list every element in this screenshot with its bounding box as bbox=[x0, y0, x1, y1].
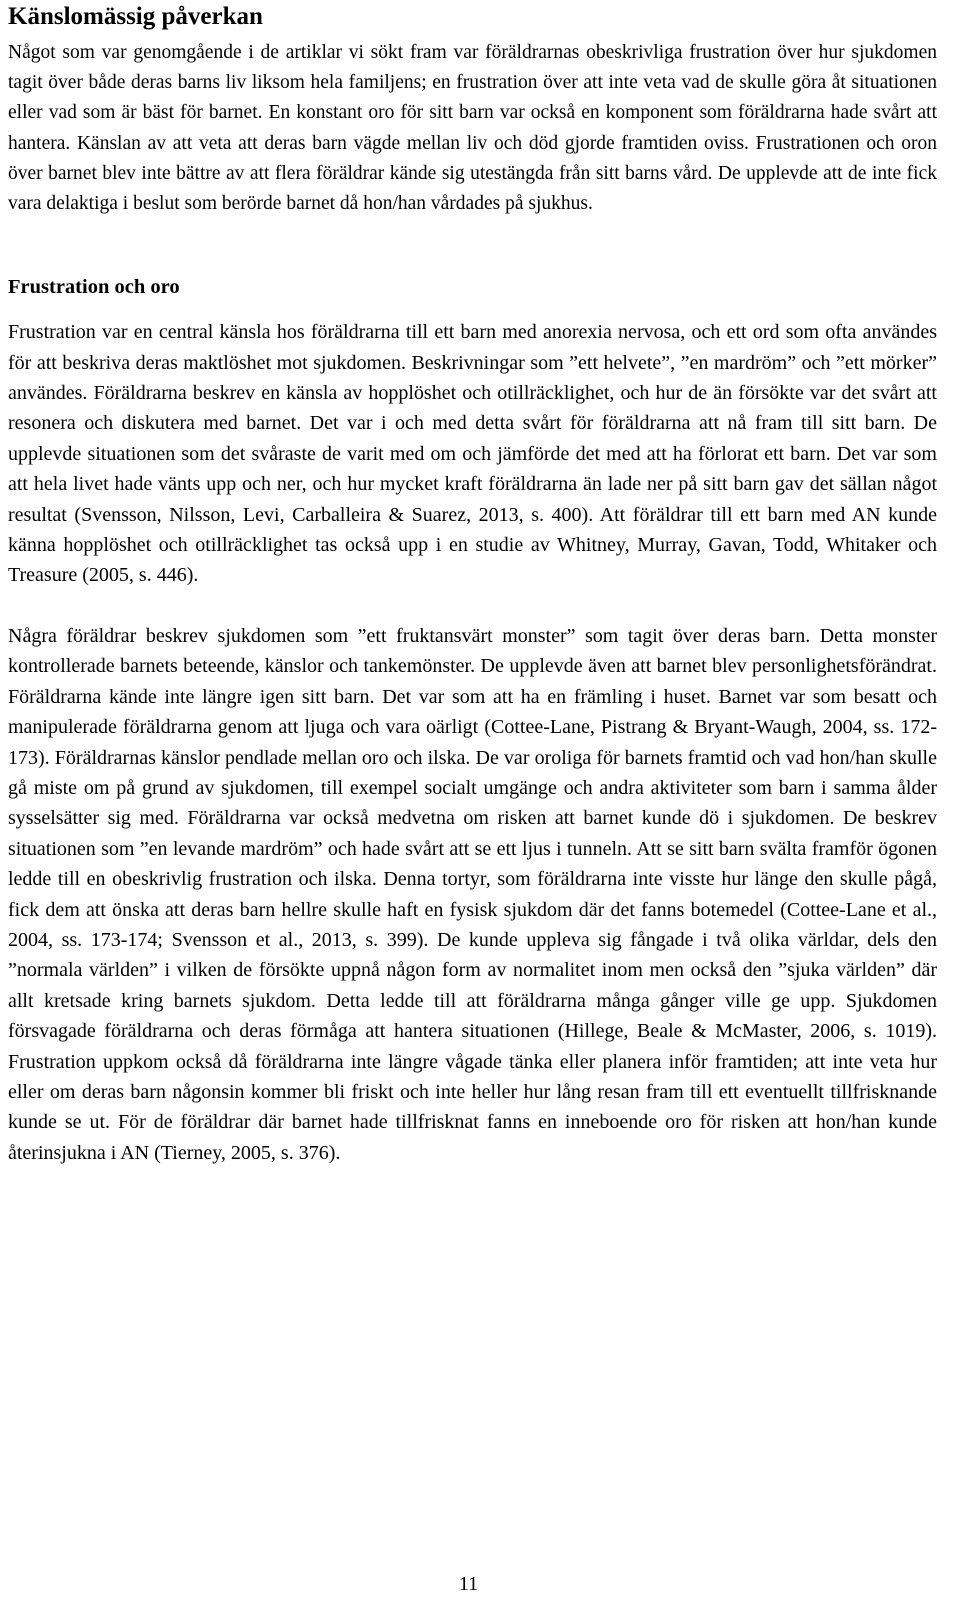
body-paragraph: Frustration var en central känsla hos föräldrarna till ett barn med anorexia nervosa, och ett ord som ofta användes för att beskriva deras maktlöshet mot sjukdomen. Beskrivningar som ”ett helvete”, ”en mardröm” och ”ett mörker” användes. Föräldrarna beskrev en känsla av hopplöshet och otillräcklighet, och hur de än försökte var det svårt att resonera och diskutera med barnet. Det var i och med detta svårt för föräldrarna att nå fram till sitt barn. De upplevde situationen som det svåraste de varit med om och jämförde det med att ha förlorat ett barn. Det var som att hela livet hade vänts upp och ner, och hur mycket kraft föräldrarna än lade ner på sitt barn gav det sällan något resultat (Svensson, Nilsson, Levi, Carballeira & Suarez, 2013, s. 400). Att föräldrar till ett barn med AN kunde känna hopplöshet och otillräcklighet tas också upp i en studie av Whitney, Murray, Gavan, Todd, Whitaker och Treasure (2005, s. 446). bbox=[8, 321, 937, 587]
subsection-heading: Frustration och oro bbox=[8, 276, 180, 299]
document-page bbox=[8, 0, 937, 1168]
page-number: 11 bbox=[458, 1573, 479, 1595]
section-heading: Känslomässig påverkan bbox=[8, 3, 263, 30]
body-paragraph: Några föräldrar beskrev sjukdomen som ”ett fruktansvärt monster” som tagit över deras barn. Detta monster kontrollerade barnets beteende, känslor och tankemönster. De upplevde även att barnet blev personlighetsförändrat. Föräldrarna kände inte längre igen sitt barn. Det var som att ha en främling i huset. Barnet var som besatt och manipulerade föräldrarna genom att ljuga och vara oärligt (Cottee-Lane, Pistrang & Bryant-Waugh, 2004, ss. 172-173). Föräldrarnas känslor pendlade mellan oro och ilska. De var oroliga för barnets framtid och vad hon/han skulle gå miste om på grund av sjukdomen, till exempel socialt umgänge och andra aktiviteter som barn i samma ålder sysselsätter sig med. Föräldrarna var också medvetna om risken att barnet kunde dö i sjukdomen. De beskrev situationen som ”en levande mardröm” och hade svårt att se ett ljus i tunneln. Att se sitt barn svälta framför ögonen ledde till en obeskrivlig frustration och ilska. Denna tortyr, som föräldrarna inte visste hur länge den skulle pågå, fick dem att önska att deras barn hellre skulle haft en fysisk sjukdom där det fanns botemedel (Cottee-Lane et al., 2004, ss. 173-174; Svensson et al., 2013, s. 399). De kunde uppleva sig fångade i två olika världar, dels den ”normala världen” i vilken de försökte uppnå någon form av normalitet inom men också den ”sjuka världen” där allt kretsade kring barnets sjukdom. Detta ledde till att föräldrarna många gånger ville ge upp. Sjukdomen försvagade föräldrarna och deras förmåga att hantera situationen (Hillege, Beale & McMaster, 2006, s. 1019). Frustration uppkom också då föräldrarna inte längre vågade tänka eller planera inför framtiden; att inte veta hur eller om deras barn någonsin kommer bli friskt och inte heller hur lång resan fram till ett eventuellt tillfrisknande kunde se ut. För de föräldrar där barnet hade tillfrisknat fanns en inneboende oro för risken att hon/han kunde återinsjukna i AN (Tierney, 2005, s. 376). bbox=[8, 624, 937, 1164]
section-paragraph: Något som var genomgående i de artiklar vi sökt fram var föräldrarnas obeskrivliga frustration över hur sjukdomen tagit över både deras barns liv liksom hela familjens; en frustration över att inte veta vad de skulle göra åt situationen eller vad som är bäst för barnet. En konstant oro för sitt barn var också en komponent som föräldrarna hade svårt att hantera. Känslan av att veta att deras barn vägde mellan liv och död gjorde framtiden oviss. Frustrationen och oron över barnet blev inte bättre av att flera föräldrar kände sig utestängda från sitt barns vård. De upplevde att de inte fick vara delaktiga i beslut som berörde barnet då hon/han vårdades på sjukhus. bbox=[8, 42, 937, 215]
